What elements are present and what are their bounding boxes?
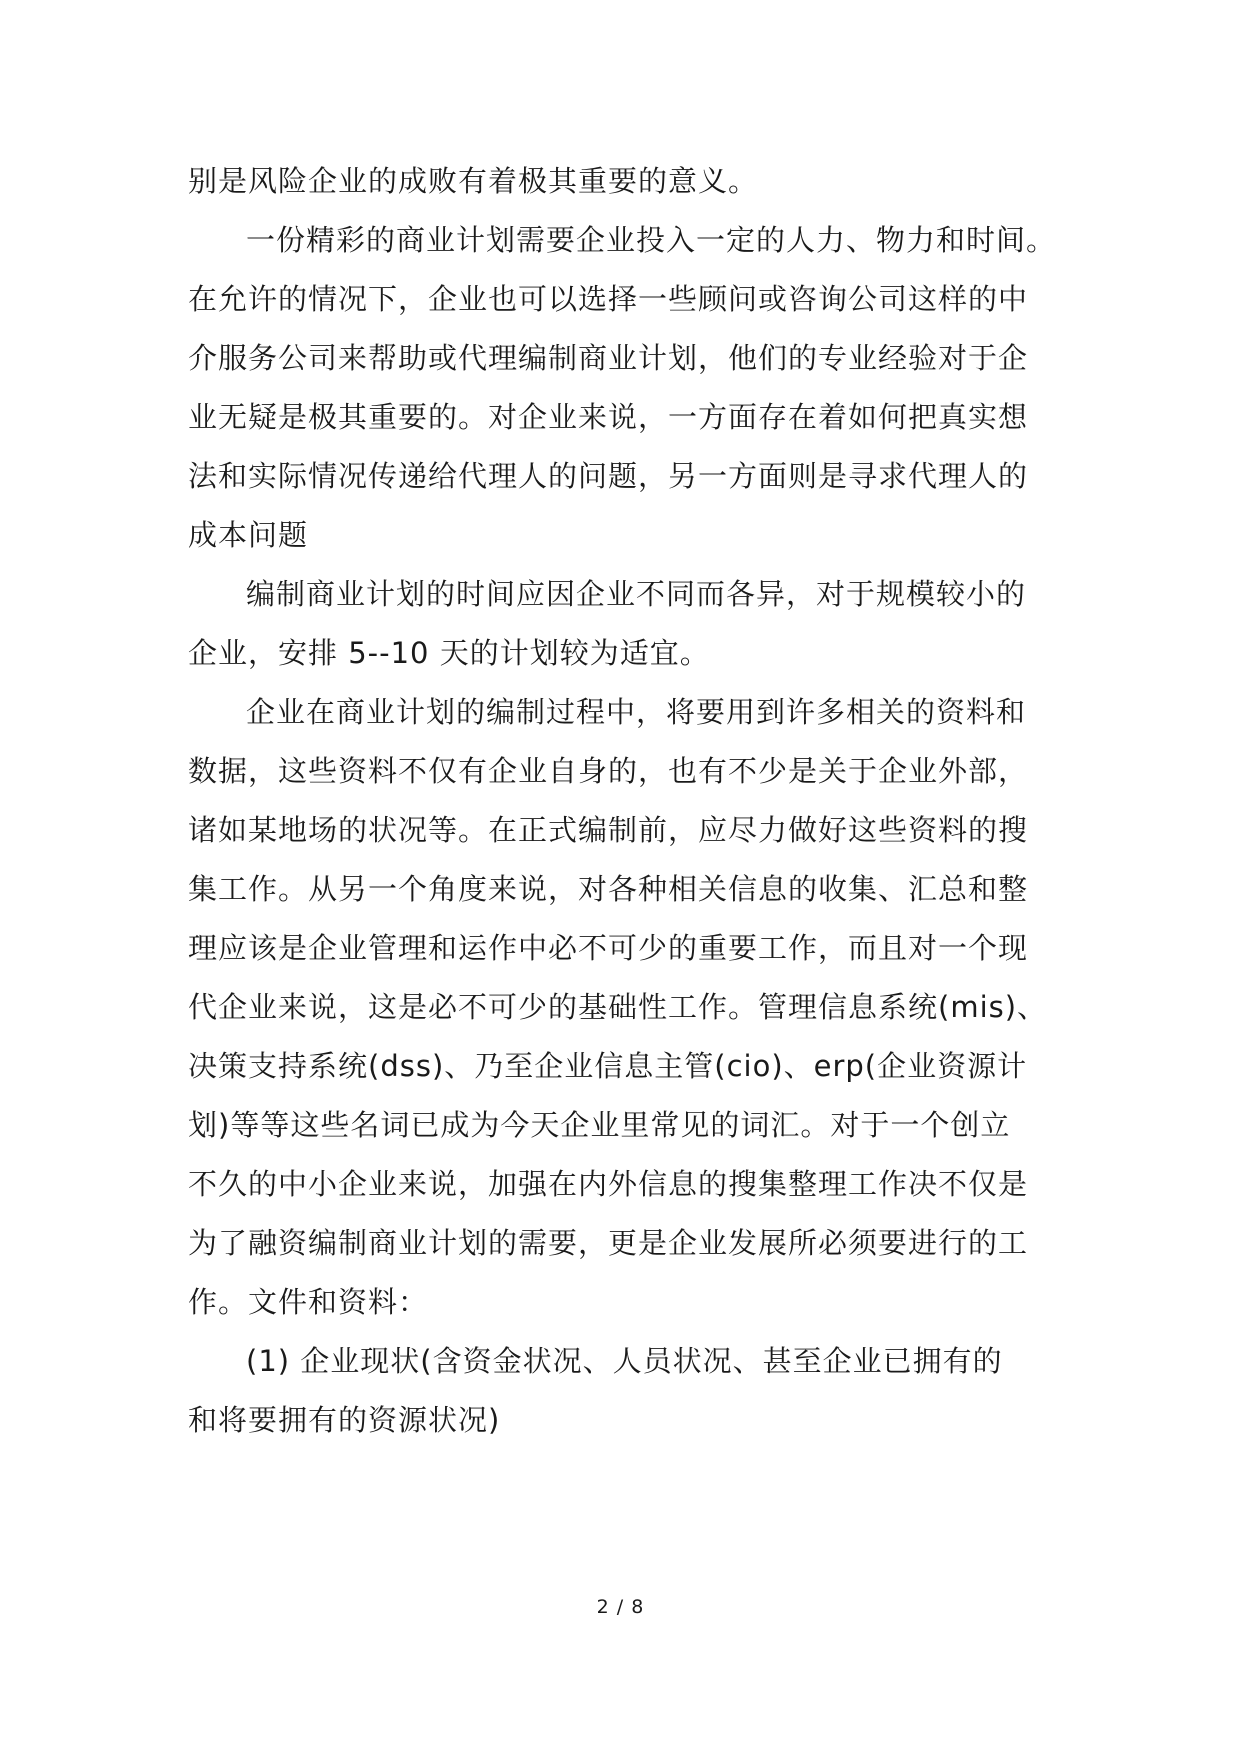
text-line: 数据，这些资料不仅有企业自身的，也有不少是关于企业外部，	[188, 754, 1029, 788]
text-line: 别是风险企业的成败有着极其重要的意义。	[188, 164, 759, 198]
body-text	[188, 152, 1088, 1450]
page-number: 2 / 8	[596, 1596, 645, 1618]
paragraph	[188, 565, 1088, 683]
text-line: 划)等等这些名词已成为今天企业里常见的词汇。对于一个创立	[188, 1108, 1011, 1142]
text-line: 和将要拥有的资源状况)	[188, 1403, 501, 1437]
text-line: 作。文件和资料：	[188, 1285, 429, 1319]
paragraph	[188, 683, 1088, 1332]
text-line: 业无疑是极其重要的。对企业来说，一方面存在着如何把真实想	[188, 400, 1029, 434]
text-line: 介服务公司来帮助或代理编制商业计划，他们的专业经验对于企	[188, 341, 1029, 375]
text-line: 不久的中小企业来说，加强在内外信息的搜集整理工作决不仅是	[188, 1167, 1029, 1201]
text-line: 编制商业计划的时间应因企业不同而各异，对于规模较小的	[246, 577, 1027, 611]
text-line: 集工作。从另一个角度来说，对各种相关信息的收集、汇总和整	[188, 872, 1029, 906]
text-line: 理应该是企业管理和运作中必不可少的重要工作，而且对一个现	[188, 931, 1029, 965]
text-line: 为了融资编制商业计划的需要，更是企业发展所必须要进行的工	[188, 1226, 1029, 1260]
text-line: (1) 企业现状(含资金状况、人员状况、甚至企业已拥有的	[246, 1344, 1003, 1378]
text-line: 诸如某地场的状况等。在正式编制前，应尽力做好这些资料的搜	[188, 813, 1029, 847]
text-line: 成本问题	[188, 518, 309, 552]
text-line: 代企业来说，这是必不可少的基础性工作。管理信息系统(mis)、	[188, 990, 1048, 1024]
paragraph	[188, 152, 1088, 211]
text-line: 在允许的情况下，企业也可以选择一些顾问或咨询公司这样的中	[188, 282, 1029, 316]
paragraph	[188, 1332, 1088, 1450]
paragraph	[188, 211, 1088, 565]
text-line: 法和实际情况传递给代理人的问题，另一方面则是寻求代理人的	[188, 459, 1029, 493]
text-line: 决策支持系统(dss)、乃至企业信息主管(cio)、erp(企业资源计	[188, 1049, 1028, 1083]
text-line: 企业，安排 5--10 天的计划较为适宜。	[188, 636, 710, 670]
text-line: 企业在商业计划的编制过程中，将要用到许多相关的资料和	[246, 695, 1027, 729]
text-line: 一份精彩的商业计划需要企业投入一定的人力、物力和时间。	[246, 223, 1057, 257]
